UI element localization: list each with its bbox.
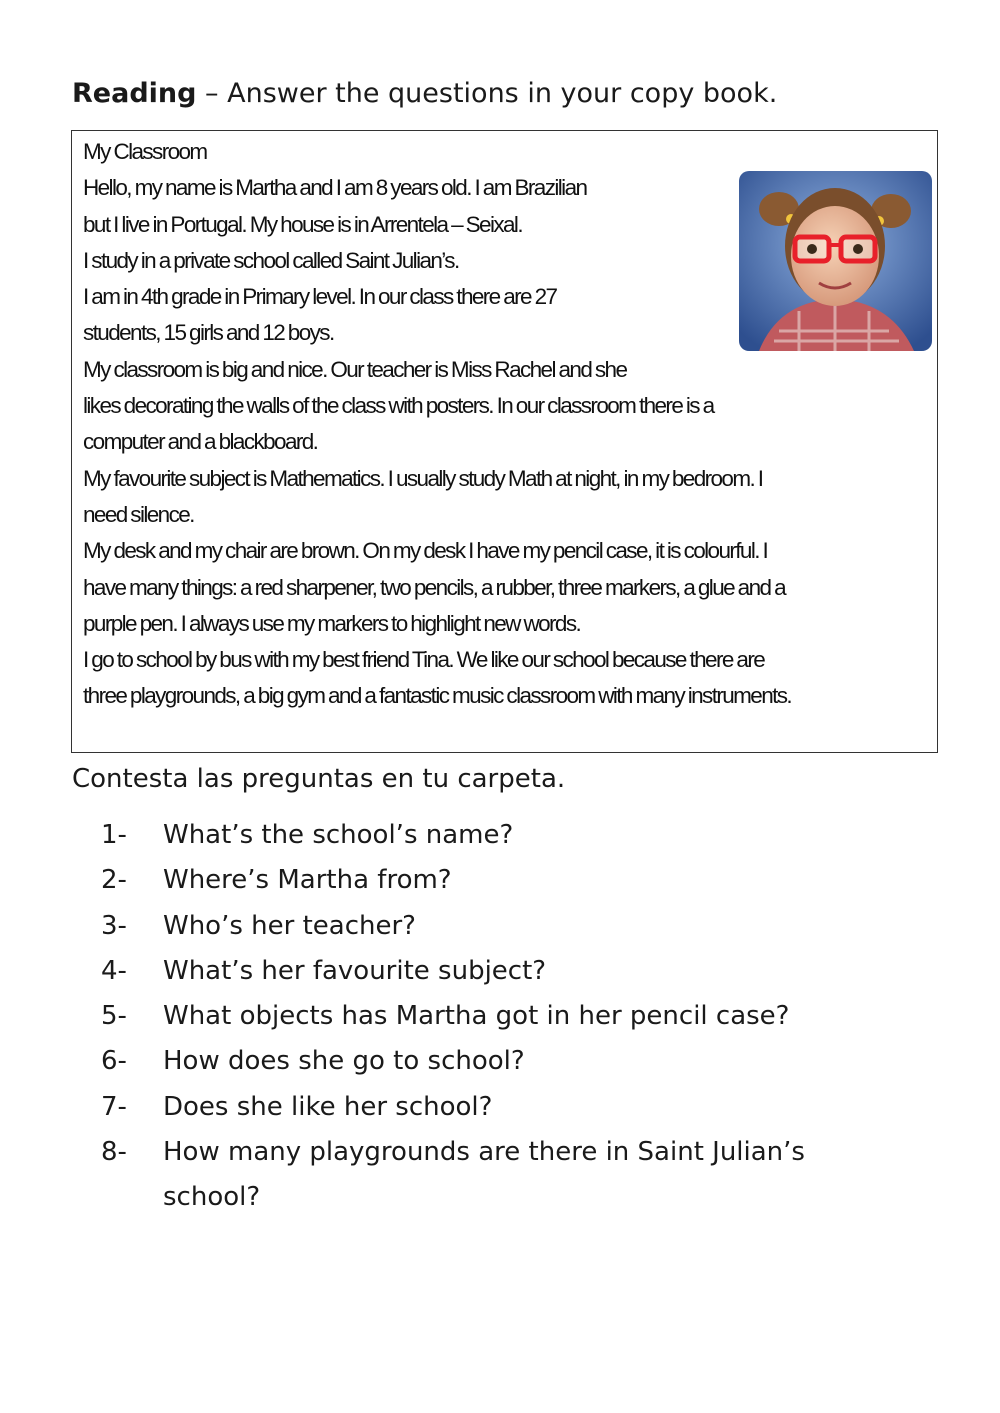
question-number: 4- bbox=[101, 955, 127, 986]
passage-line: but I live in Portugal. My house is in Arrentela – Seixal. bbox=[83, 211, 522, 237]
question-number: 7- bbox=[101, 1091, 127, 1122]
passage-line: I go to school by bus with my best friend Tina. We like our school because there are bbox=[83, 647, 765, 673]
question-number: 2- bbox=[101, 865, 127, 896]
passage-line: computer and a blackboard. bbox=[83, 429, 318, 455]
question-number: 3- bbox=[101, 910, 127, 941]
question-text: How does she go to school? bbox=[163, 1046, 525, 1077]
question-text: What’s the school’s name? bbox=[163, 820, 514, 850]
question-item bbox=[0, 1039, 1000, 1084]
question-text: What’s her favourite subject? bbox=[163, 955, 547, 986]
question-item bbox=[0, 858, 1000, 903]
question-number: 8- bbox=[101, 1137, 127, 1168]
question-item bbox=[0, 994, 1000, 1039]
passage-line: need silence. bbox=[83, 501, 194, 527]
passage-line: I am in 4th grade in Primary level. In our class there are 27 bbox=[83, 284, 557, 310]
question-text: What objects has Martha got in her pencil case? bbox=[163, 1001, 790, 1032]
passage-line: My classroom is big and nice. Our teacher is Miss Rachel and she bbox=[83, 356, 627, 382]
question-item bbox=[0, 949, 1000, 994]
passage-line: purple pen. I always use my markers to highlight new words. bbox=[83, 610, 581, 636]
passage-line: have many things: a red sharpener, two pencils, a rubber, three markers, a glue and a bbox=[83, 574, 785, 600]
passage-line: three playgrounds, a big gym and a fantastic music classroom with many instruments. bbox=[83, 683, 792, 709]
passage-title: My Classroom bbox=[83, 139, 207, 164]
passage-line: My desk and my chair are brown. On my desk I have my pencil case, it is colourful. I bbox=[83, 538, 768, 564]
heading-label: Reading bbox=[72, 78, 197, 109]
question-number: 1- bbox=[101, 820, 127, 850]
page-heading bbox=[72, 74, 777, 114]
question-text: Where’s Martha from? bbox=[163, 865, 452, 896]
questions-instruction: Contesta las preguntas en tu carpeta. bbox=[72, 764, 566, 794]
questions-list bbox=[0, 813, 1000, 1221]
question-text: Who’s her teacher? bbox=[163, 910, 416, 941]
passage-line: likes decorating the walls of the class with posters. In our classroom there is a bbox=[83, 393, 714, 419]
question-item bbox=[0, 1085, 1000, 1130]
question-text: Does she like her school? bbox=[163, 1091, 493, 1122]
question-item bbox=[0, 904, 1000, 949]
passage-line: students, 15 girls and 12 boys. bbox=[83, 320, 334, 346]
question-item bbox=[0, 1130, 1000, 1221]
passage-line: My favourite subject is Mathematics. I usually study Math at night, in my bedroom. I bbox=[83, 465, 763, 491]
question-item bbox=[0, 813, 1000, 858]
passage-line: I study in a private school called Saint Julian’s. bbox=[83, 247, 459, 273]
reading-passage-box bbox=[71, 130, 938, 753]
question-number: 6- bbox=[101, 1046, 127, 1077]
girl-with-red-glasses-photo bbox=[739, 171, 932, 351]
question-text: How many playgrounds are there in Saint Julian’s school? bbox=[163, 1137, 805, 1213]
question-number: 5- bbox=[101, 1001, 127, 1032]
passage-line: Hello, my name is Martha and I am 8 years old. I am Brazilian bbox=[83, 175, 587, 201]
heading-instruction: – Answer the questions in your copy book. bbox=[196, 78, 778, 109]
